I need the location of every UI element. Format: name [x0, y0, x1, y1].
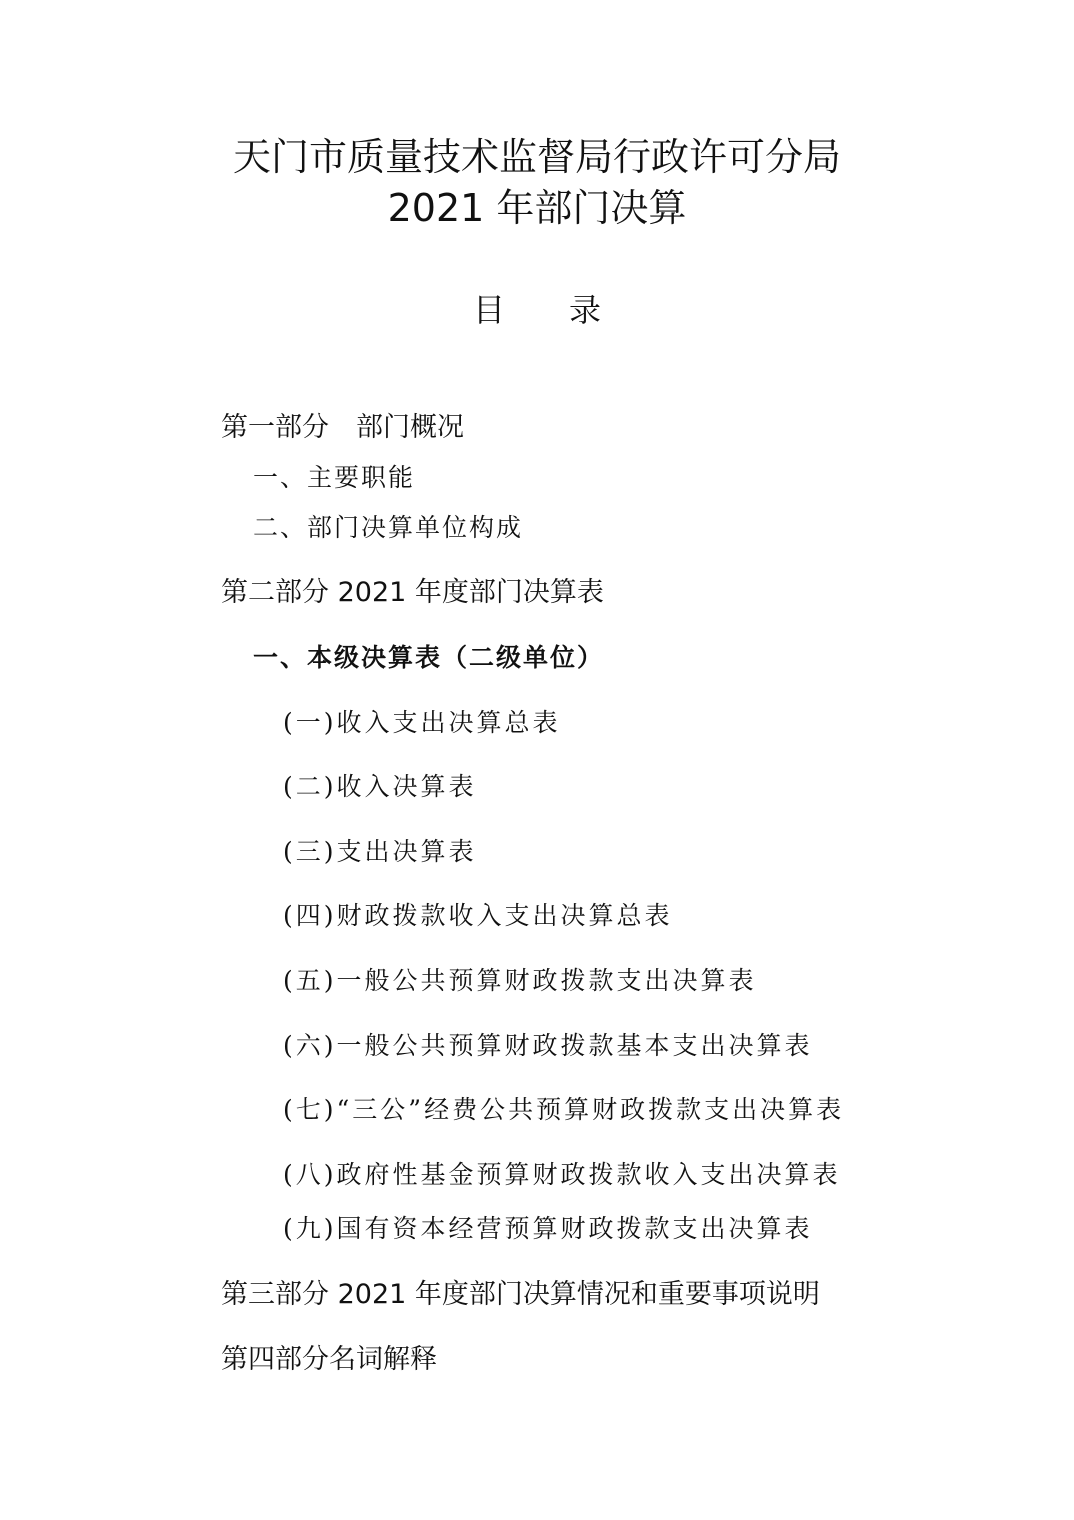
toc-item-main-functions: 一、主要职能 — [253, 463, 416, 492]
toc-part-2: 第二部分 2021 年度部门决算表 — [221, 577, 604, 608]
toc-table-item-6: (六)一般公共预算财政拨款基本支出决算表 — [283, 1031, 813, 1060]
toc-table-item-5: (五)一般公共预算财政拨款支出决算表 — [283, 966, 757, 995]
toc-heading-char-1: 目 — [472, 291, 505, 329]
toc-table-item-7: (七)“三公”经费公共预算财政拨款支出决算表 — [283, 1095, 845, 1124]
toc-table-item-2: (二)收入决算表 — [283, 772, 477, 801]
toc-table-item-4: (四)财政拨款收入支出决算总表 — [283, 901, 673, 930]
toc-table-item-9: (九)国有资本经营预算财政拨款支出决算表 — [283, 1214, 813, 1243]
toc-table-item-8: (八)政府性基金预算财政拨款收入支出决算表 — [283, 1160, 841, 1189]
toc-item-unit-composition: 二、部门决算单位构成 — [253, 513, 524, 542]
toc-part-3: 第三部分 2021 年度部门决算情况和重要事项说明 — [221, 1279, 820, 1310]
toc-section-level-tables: 一、本级决算表（二级单位） — [253, 643, 605, 672]
toc-heading — [0, 288, 1074, 332]
toc-part-4: 第四部分名词解释 — [221, 1344, 437, 1375]
document-subtitle: 2021 年部门决算 — [387, 186, 687, 230]
document-title: 天门市质量技术监督局行政许可分局 — [232, 135, 841, 179]
toc-table-item-1: (一)收入支出决算总表 — [283, 708, 561, 737]
toc-table-item-3: (三)支出决算表 — [283, 837, 477, 866]
toc-part-1: 第一部分 部门概况 — [221, 412, 464, 443]
toc-heading-char-2: 录 — [569, 291, 602, 329]
